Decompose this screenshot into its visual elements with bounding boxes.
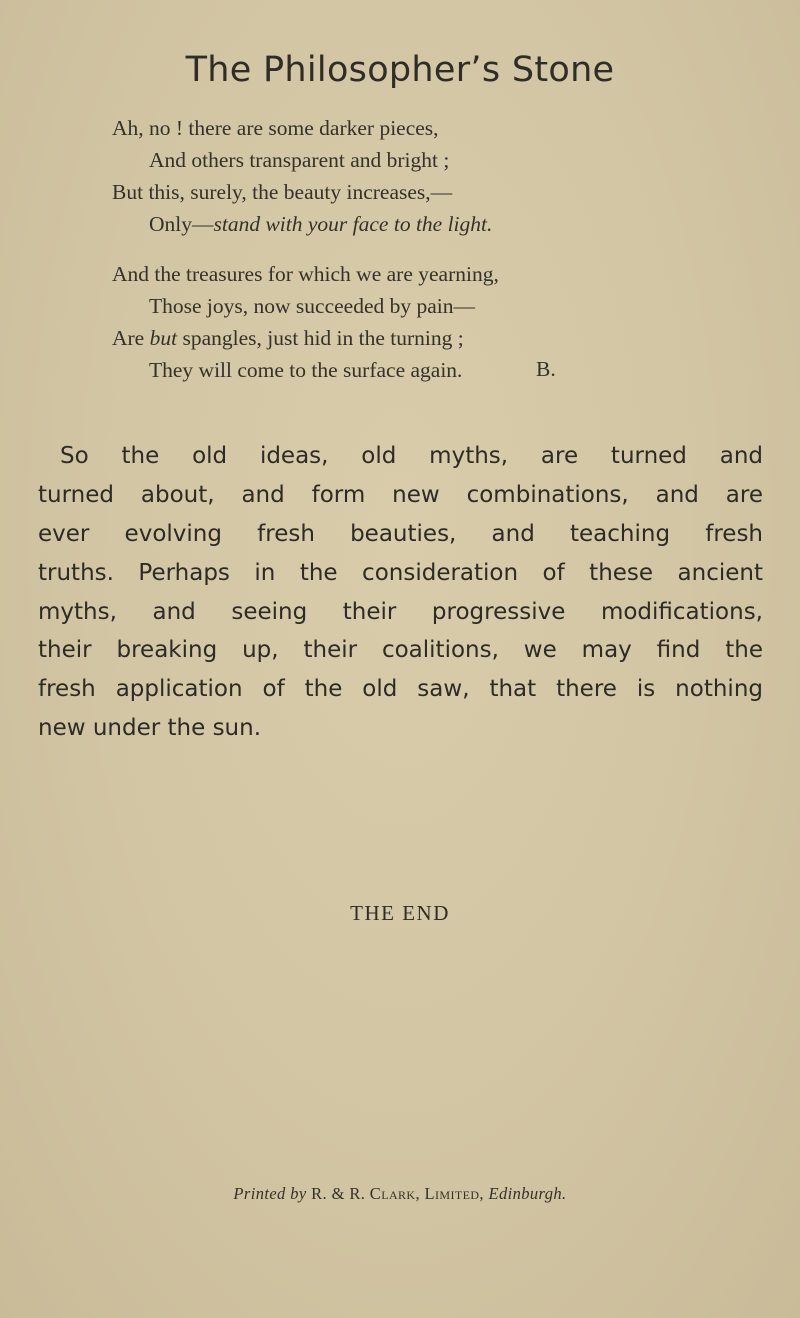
poem-line-suffix: spangles, just hid in the turning ; [177,326,464,350]
imprint-printer: R. & R. Clark, Limited, [311,1184,484,1203]
poem-line [112,328,464,350]
prose-line: ever evolving fresh beauties, and teaching fresh [38,520,763,547]
poem-line-prefix: Are [112,326,150,350]
prose-line: their breaking up, their coalitions, we may find the [38,637,763,664]
prose-line: myths, and seeing their progressive modifications, [38,598,763,625]
prose-line: truths. Perhaps in the consideration of these ancient [38,559,763,586]
poem-line: Those joys, now succeeded by pain— [149,294,476,318]
running-head: The Philosopher’s Stone [185,50,615,90]
prose-line: So the old ideas, old myths, are turned and [60,443,763,469]
imprint-printed-by: Printed by [233,1184,307,1203]
poem-signature: B. [536,357,556,381]
poem-line-italic: but [149,326,178,350]
poem-line: And others transparent and bright ; [149,148,450,172]
poem-line-italic: stand with your face to the light. [213,212,493,236]
prose-paragraph [38,437,763,748]
prose-line: new under the sun. [38,715,262,742]
the-end-heading: THE END [350,901,450,925]
poem-line: And the treasures for which we are yearning, [112,262,499,286]
imprint-place: Edinburgh. [488,1184,567,1203]
printer-imprint [0,1186,800,1203]
poem-line: They will come to the surface again. [149,358,463,382]
poem-line-prefix: Only— [149,212,214,236]
poem-line [149,214,492,236]
prose-line: fresh application of the old saw, that there is nothing [38,676,763,703]
poem-line: Ah, no ! there are some darker pieces, [112,116,439,140]
prose-line: turned about, and form new combinations, and are [38,481,763,508]
poem-line: But this, surely, the beauty increases,— [112,180,453,204]
